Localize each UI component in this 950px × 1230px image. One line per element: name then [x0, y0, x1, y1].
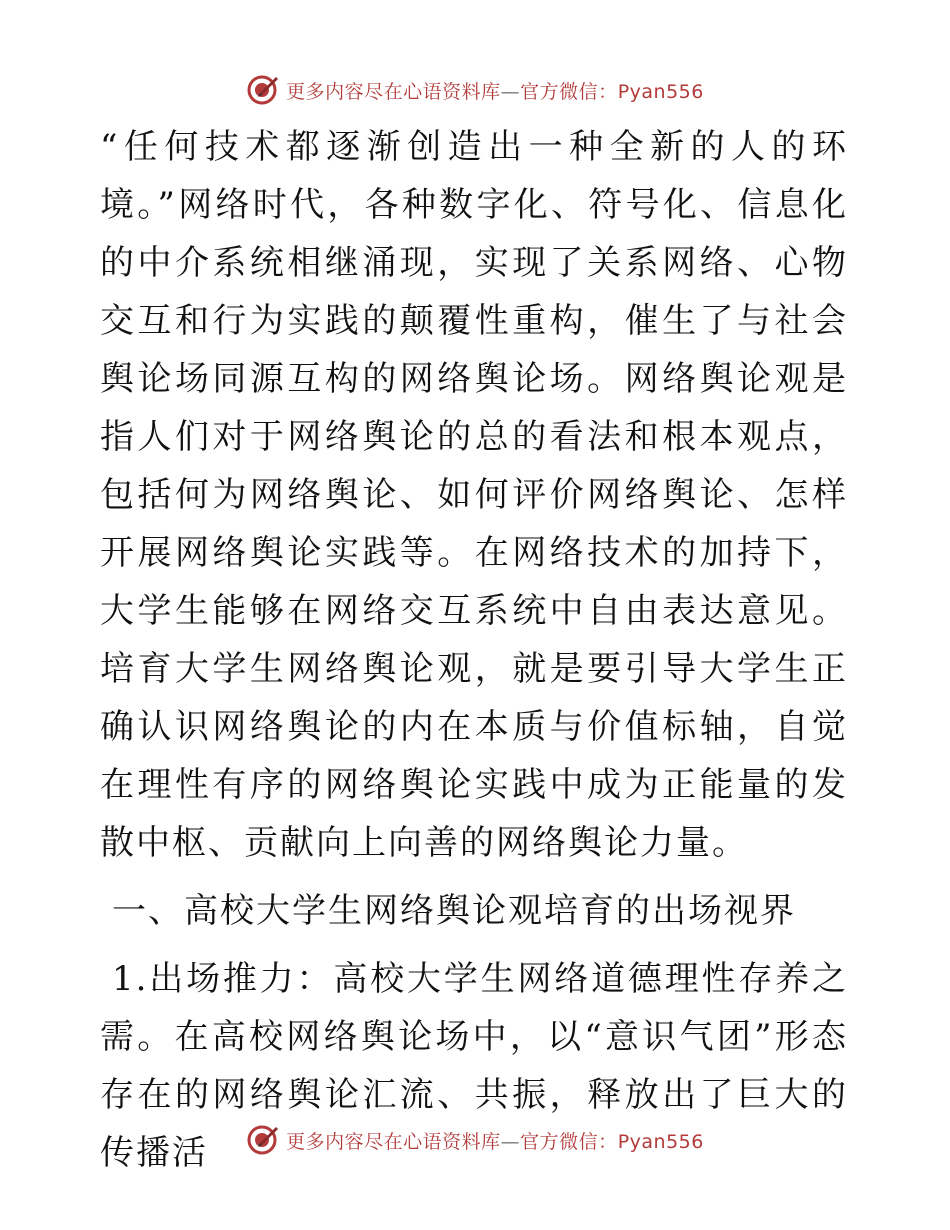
footer-banner-text: 更多内容尽在心语资料库—官方微信：Pyan556 [286, 1130, 704, 1153]
header-banner-text: 更多内容尽在心语资料库—官方微信：Pyan556 [286, 80, 704, 103]
body-paragraph: 1.出场推力：高校大学生网络道德理性存养之需。在高校网络舆论场中，以“意识气团”形态存在的网络舆论汇流、共振，释放出了巨大的传播活 [100, 959, 848, 1173]
section-heading: 一、高校大学生网络舆论观培育的出场视界 [112, 891, 796, 931]
header-banner [0, 70, 950, 110]
body-paragraph: “任何技术都逐渐创造出一种全新的人的环境。”网络时代，各种数字化、符号化、信息化的中介系统相继涌现，实现了关系网络、心物交互和行为实践的颠覆性重构，催生了与社会舆论场同源互构的网络舆论场。网络舆论观是指人们对于网络舆论的总的看法和根本观点，包括何为网络舆论、如何评价网络舆论、怎样开展网络舆论实践等。在网络技术的加持下，大学生能够在网络交互系统中自由表达意见。培育大学生网络舆论观，就是要引导大学生正确认识网络舆论的内在本质与价值标轴，自觉在理性有序的网络舆论实践中成为正能量的发散中枢、贡献向上向善的网络舆论力量。 [100, 127, 848, 863]
footer-banner [0, 1120, 950, 1160]
pen-logo-icon [246, 1123, 280, 1157]
pen-logo-icon [246, 73, 280, 107]
document-body [100, 118, 848, 1182]
